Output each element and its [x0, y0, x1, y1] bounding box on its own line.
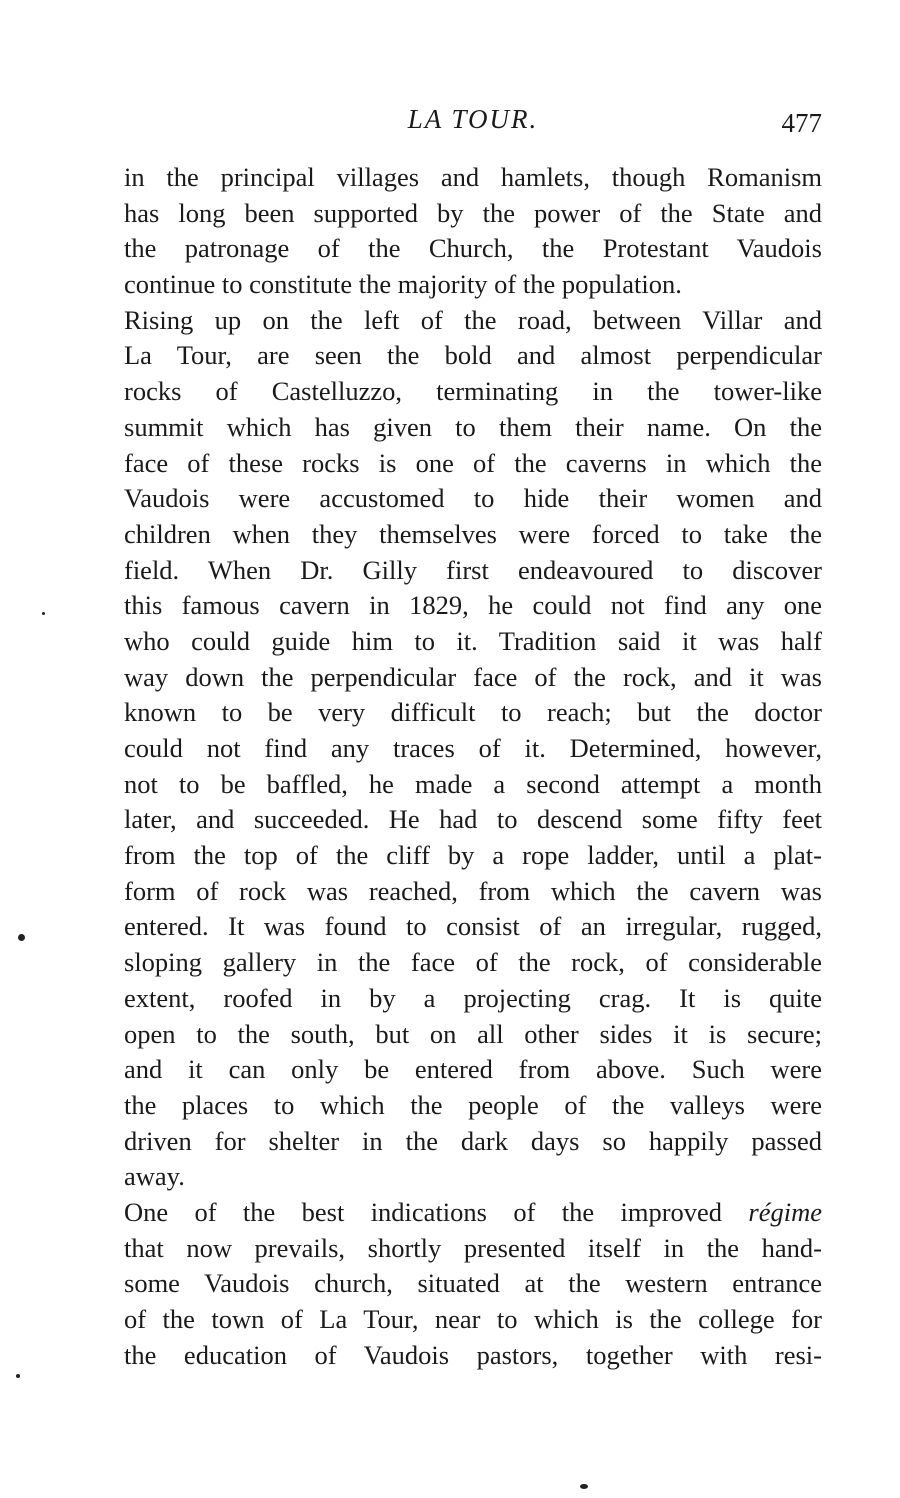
text-line: that now prevails, shortly presented itself in the hand-: [124, 1232, 822, 1263]
text-line: entered. It was found to consist of an irregular, rugged,: [124, 911, 822, 942]
text-line: Vaudois were accustomed to hide their women and: [124, 483, 822, 514]
text-line: field. When Dr. Gilly first endeavoured to discover: [124, 554, 822, 585]
text-line: way down the perpendicular face of the rock, and it was: [124, 661, 822, 692]
page-number: 477: [781, 108, 822, 138]
text-line: the places to which the people of the valleys were: [124, 1089, 822, 1120]
text-line: and it can only be entered from above. Such were: [124, 1054, 822, 1085]
text-line: Rising up on the left of the road, between Villar and: [124, 304, 822, 335]
scan-speck: [42, 612, 45, 615]
text-line: in the principal villages and hamlets, though Romanism: [124, 162, 822, 192]
text-line: the patronage of the Church, the Protestant Vaudois: [124, 233, 822, 264]
text-line: has long been supported by the power of the State and: [124, 197, 822, 228]
text-line: could not find any traces of it. Determined, however,: [124, 733, 822, 763]
paragraph-1: [124, 160, 822, 303]
text-line: continue to constitute the majority of the population.: [124, 269, 682, 300]
text-line: face of these rocks is one of the caverns in which the: [124, 447, 822, 478]
text-line: sloping gallery in the face of the rock, of considerable: [124, 947, 822, 978]
running-head: [124, 104, 822, 144]
paragraph-3: [124, 1195, 822, 1373]
text-line: La Tour, are seen the bold and almost perpendicular: [124, 340, 822, 371]
scan-speck: [16, 1374, 20, 1378]
text-line: summit which has given to them their name. On the: [124, 411, 822, 442]
text-line: later, and succeeded. He had to descend some fifty feet: [124, 804, 822, 835]
text-line: driven for shelter in the dark days so happily passed: [124, 1125, 822, 1156]
text-line: this famous cavern in 1829, he could not find any one: [124, 590, 822, 621]
body-text: [124, 160, 822, 1373]
italic-word: régime: [748, 1196, 822, 1227]
text-line: who could guide him to it. Tradition said it was half: [124, 625, 822, 656]
text-line: known to be very difficult to reach; but the doctor: [124, 697, 822, 728]
text-line: extent, roofed in by a projecting crag. It is quite: [124, 982, 822, 1013]
text-line: not to be baffled, he made a second attempt a month: [124, 768, 822, 799]
text-fragment: One of the best indications of the improved: [124, 1196, 749, 1227]
text-line: from the top of the cliff by a rope ladder, until a plat-: [124, 840, 822, 871]
text-line: some Vaudois church, situated at the western entrance: [124, 1268, 822, 1299]
text-line: form of rock was reached, from which the cavern was: [124, 875, 822, 906]
text-line: the education of Vaudois pastors, together with resi-: [124, 1339, 822, 1370]
text-line: children when they themselves were forced to take the: [124, 518, 822, 549]
scan-speck: [580, 1484, 588, 1489]
running-title: LA TOUR.: [407, 104, 539, 134]
paragraph-2: [124, 303, 822, 1195]
text-line: open to the south, but on all other sides it is secure;: [124, 1018, 822, 1049]
text-line: [124, 1195, 822, 1231]
text-line: rocks of Castelluzzo, terminating in the tower-like: [124, 376, 822, 407]
text-line: away.: [124, 1161, 185, 1192]
text-line: of the town of La Tour, near to which is the college for: [124, 1304, 822, 1334]
scan-speck: [18, 934, 25, 941]
